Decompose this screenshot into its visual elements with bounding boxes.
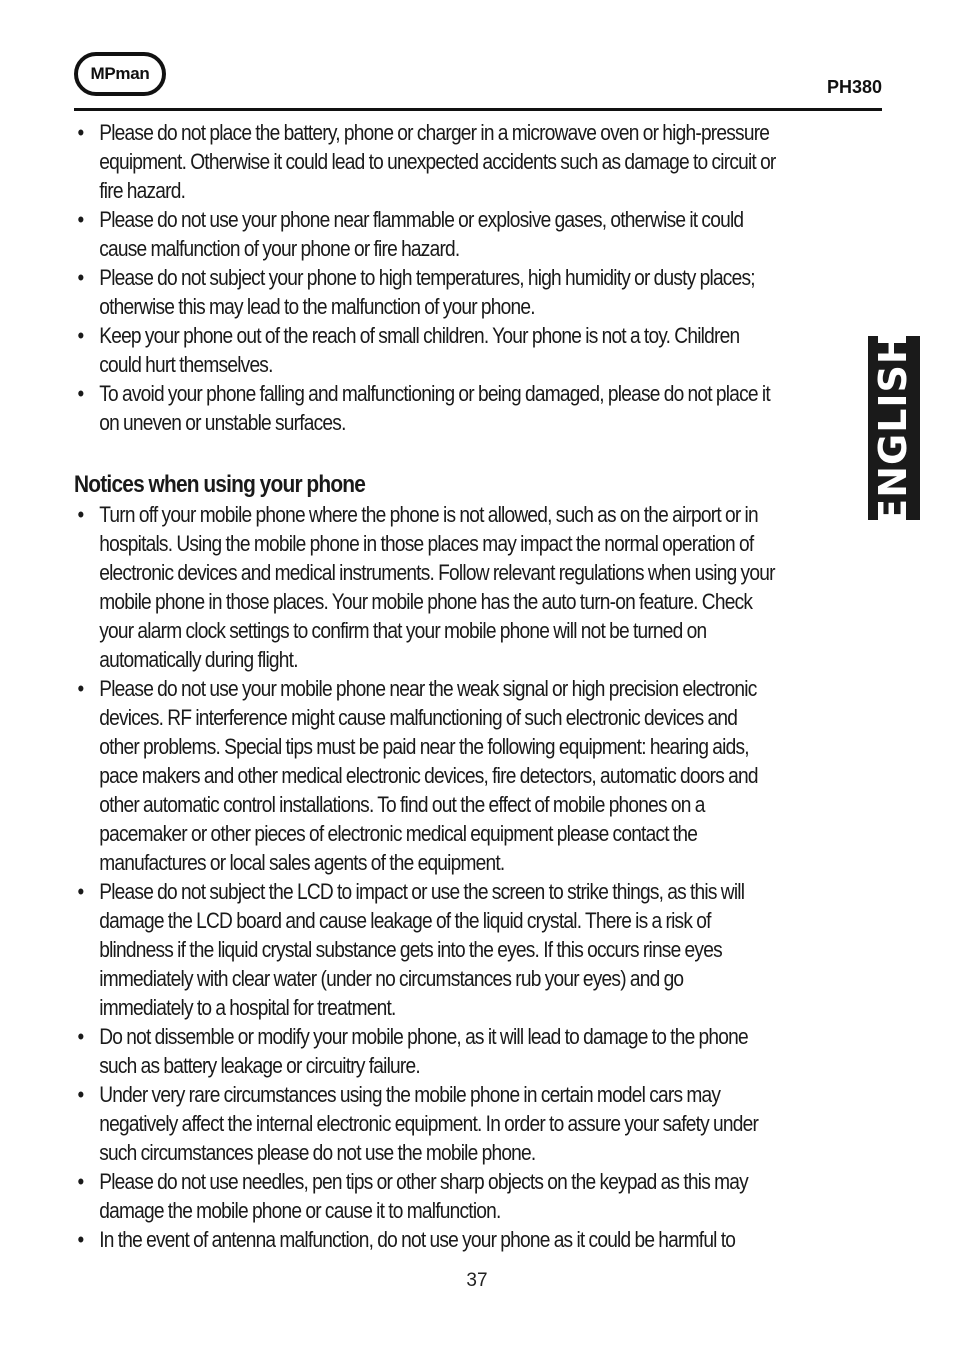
bullet-icon: • <box>77 502 84 527</box>
safety-list <box>74 118 777 437</box>
list-item-text: Under very rare circumstances using the mobile phone in certain model cars may negatively affect the internal electronic equipment. In order to assure your safety under such circumstances please do not use the mobile phone. <box>99 1082 759 1165</box>
list-item-text: Please do not subject your phone to high temperatures, high humidity or dusty places; otherwise this may lead to the malfunction of your phone. <box>99 265 755 319</box>
page-content <box>74 118 777 1254</box>
header-divider <box>74 108 882 111</box>
list-item-text: To avoid your phone falling and malfunctioning or being damaged, please do not place it on uneven or unstable surfaces. <box>99 381 770 435</box>
list-item <box>74 1167 777 1225</box>
language-tab-label: ENGLISH <box>871 331 915 525</box>
list-item <box>74 118 777 205</box>
list-item-text: In the event of antenna malfunction, do not use your phone as it could be harmful to <box>99 1227 736 1252</box>
list-item-text: Keep your phone out of the reach of small children. Your phone is not a toy. Children could hurt themselves. <box>99 323 740 377</box>
bullet-icon: • <box>77 1024 84 1049</box>
page-number: 37 <box>466 1270 488 1291</box>
list-item <box>74 205 777 263</box>
list-item-text: Please do not place the battery, phone or charger in a microwave oven or high-pressure equipment. Otherwise it could lead to unexpected accidents such as damage to circuit or fire hazard. <box>99 120 776 203</box>
bullet-icon: • <box>77 207 84 232</box>
bullet-icon: • <box>77 120 84 145</box>
list-item-text: Do not dissemble or modify your mobile phone, as it will lead to damage to the phone such as battery leakage or circuitry failure. <box>99 1024 748 1078</box>
list-item-text: Please do not use your mobile phone near the weak signal or high precision electronic devices. RF interference might cause malfunctioning of such electronic devices and other problems. Special tips must be paid near the following equipment: hearing aids, pace makers and other medical electronic devices, fire detectors, automatic doors and other automatic control installations. To find out the effect of mobile phones on a pacemaker or other pieces of electronic medical equipment please contact the manufactures or local sales agents of the equipment. <box>99 676 758 875</box>
list-item <box>74 263 777 321</box>
list-item <box>74 1080 777 1167</box>
bullet-icon: • <box>77 1082 84 1107</box>
bullet-icon: • <box>77 676 84 701</box>
bullet-icon: • <box>77 265 84 290</box>
model-number: PH380 <box>826 77 882 97</box>
list-item <box>74 321 777 379</box>
list-item <box>74 674 777 877</box>
list-item <box>74 379 777 437</box>
bullet-icon: • <box>77 1169 84 1194</box>
list-item <box>74 1022 777 1080</box>
bullet-icon: • <box>77 323 84 348</box>
list-item-text: Please do not use your phone near flammable or explosive gases, otherwise it could cause malfunction of your phone or fire hazard. <box>99 207 744 261</box>
bullet-icon: • <box>77 381 84 406</box>
logo-text: MPman <box>90 64 150 83</box>
bullet-icon: • <box>77 1227 84 1252</box>
bullet-icon: • <box>77 879 84 904</box>
mpman-logo <box>74 52 166 96</box>
notices-list <box>74 500 777 1254</box>
section-heading: Notices when using your phone <box>74 471 366 498</box>
list-item-text: Turn off your mobile phone where the phone is not allowed, such as on the airport or in hospitals. Using the mobile phone in those places may impact the normal operation of electronic devices and medical instruments. Follow relevant regulations when using your mobile phone in those places. Your mobile phone has the auto turn-on feature. Check your alarm clock settings to confirm that your mobile phone will not be turned on automatically during flight. <box>99 502 775 672</box>
list-item <box>74 877 777 1022</box>
list-item-text: Please do not use needles, pen tips or other sharp objects on the keypad as this may damage the mobile phone or cause it to malfunction. <box>99 1169 748 1223</box>
list-item <box>74 1225 777 1254</box>
list-item <box>74 500 777 674</box>
list-item-text: Please do not subject the LCD to impact or use the screen to strike things, as this will damage the LCD board and cause leakage of the liquid crystal. There is a risk of blindness if the liquid crystal substance gets into the eyes. If this occurs rinse eyes immediately with clear water (under no circumstances rub your eyes) and go immediately to a hospital for treatment. <box>99 879 745 1020</box>
